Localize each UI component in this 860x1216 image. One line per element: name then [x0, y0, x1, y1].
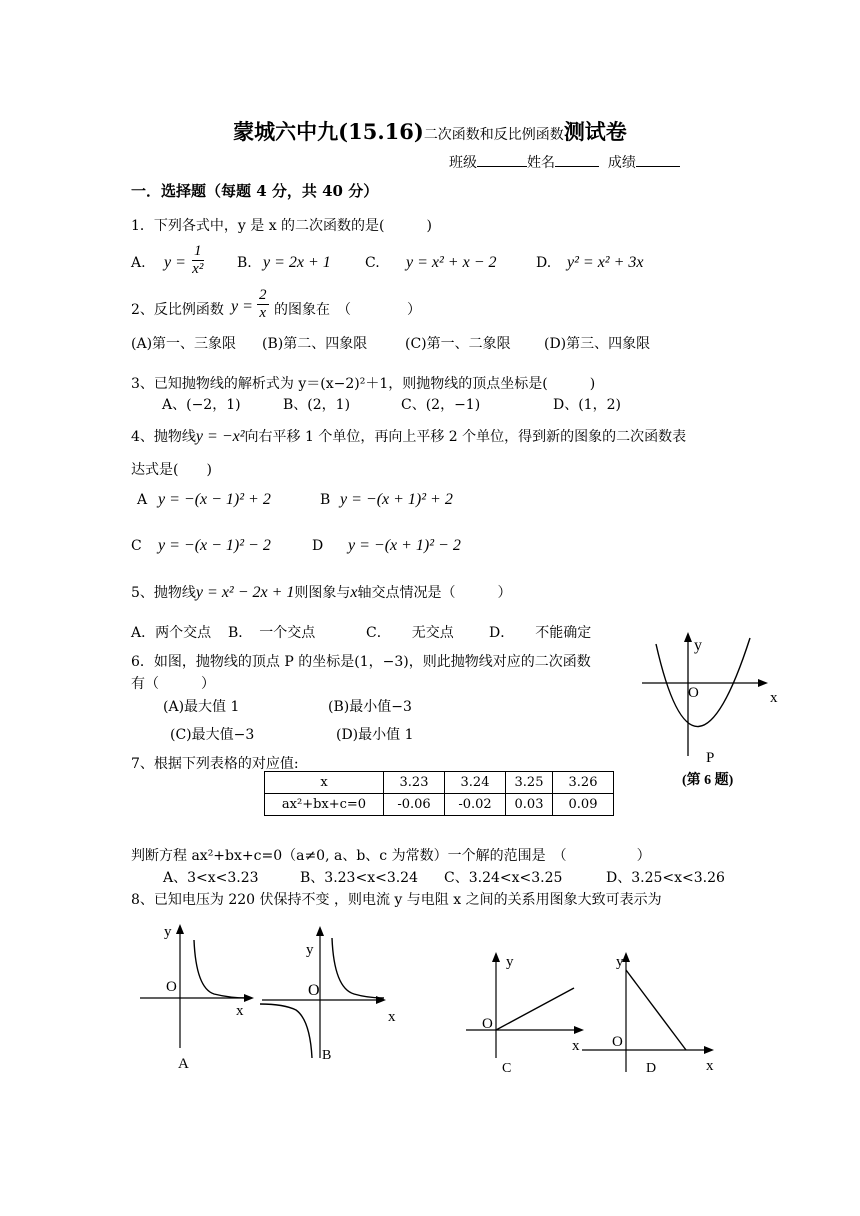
- q5-option-c: C． 无交点: [366, 625, 454, 641]
- q6-y-label: y: [694, 637, 702, 654]
- q2-fraction: $\frac{2}{x}$: [259, 287, 267, 321]
- q8-graph-d-label: D: [646, 1061, 657, 1076]
- q6-vertex-label: P: [706, 750, 715, 766]
- q8-graph-c-x-label: x: [572, 1038, 580, 1054]
- q8-graph-d-x-label: x: [706, 1058, 714, 1074]
- q7-option-a: A、3<x<3.23: [163, 870, 259, 886]
- q1-stem: 1．下列各式中，y 是 x 的二次函数的是( ): [131, 218, 432, 234]
- q1-option-a-fraction: $\frac{1}{\text{x²}}$: [192, 243, 204, 277]
- q8-graph-c: [462, 946, 592, 1076]
- q8-graph-a-x-label: x: [236, 1003, 244, 1019]
- q8-graph-b-curve-1: [332, 938, 384, 998]
- table-cell: 3.26: [553, 772, 614, 794]
- q3-option-d: D、(1，2): [553, 397, 621, 413]
- q8-graph-b-y-label: y: [306, 942, 314, 958]
- q4-option-c-formula: y = −(x − 1)² − 2: [158, 537, 271, 554]
- q7-stem: 7、根据下列表格的对应值:: [131, 756, 299, 772]
- q8-graph-b-origin: O: [308, 982, 320, 999]
- name-blank[interactable]: [555, 152, 599, 167]
- q3-option-a: A、(−2，1): [162, 397, 241, 413]
- q6-x-label: x: [770, 690, 778, 706]
- q2-option-d: (D)第三、四象限: [544, 336, 651, 352]
- q1-option-a-label: A.: [131, 255, 146, 271]
- q1-option-c-formula: y = x² + x − 2: [406, 254, 497, 271]
- q6-option-a: (A)最大值 1: [163, 699, 240, 715]
- name-label: 姓名: [527, 155, 555, 171]
- q8-graph-b-x-label: x: [388, 1009, 396, 1025]
- q8-graph-c-line: [496, 988, 574, 1030]
- table-cell: -0.02: [445, 794, 506, 816]
- q4-formula: y = −x²: [195, 428, 245, 445]
- q8-graph-a-origin: O: [166, 979, 177, 995]
- table-row: [265, 794, 614, 816]
- q3-option-c: C、(2，−1): [401, 397, 481, 413]
- table-cell: 0.09: [553, 794, 614, 816]
- score-label: 成绩: [607, 155, 636, 171]
- q6-origin-label: O: [688, 685, 699, 701]
- q4-option-c-label: C: [131, 538, 142, 554]
- header-fields: [449, 152, 680, 172]
- table-cell: 3.25: [506, 772, 553, 794]
- q6-option-c: (C)最大值−3: [170, 727, 255, 743]
- q3-option-b: B、(2，1): [283, 397, 351, 413]
- q7-table: [264, 771, 614, 816]
- q7-stem2: 判断方程 ax²+bx+c=0（a≠0, a、b、c 为常数）一个解的范围是 （ ）: [131, 848, 651, 864]
- q5-option-a: A．两个交点: [131, 625, 212, 641]
- q8-graph-c-label: C: [502, 1061, 512, 1076]
- table-cell: 3.23: [384, 772, 445, 794]
- q2-option-a: (A)第一、三象限: [131, 336, 237, 352]
- q1-option-d-formula: y² = x² + 3x: [567, 254, 644, 271]
- q8-graph-c-y-label: y: [506, 954, 514, 970]
- q1-option-b-label: B.: [237, 255, 252, 271]
- q7-option-b: B、3.23<x<3.24: [300, 870, 418, 886]
- class-label: 班级: [449, 155, 477, 171]
- q8-graph-d-y-label: y: [616, 954, 624, 970]
- q6-parabola-figure: [636, 630, 786, 792]
- q3-stem: 3、已知抛物线的解析式为 y＝(x−2)²＋1，则抛物线的顶点坐标是( ): [131, 376, 596, 392]
- q5-stem: 5、抛物线y = x² − 2x + 1则图象与x轴交点情况是（ ）: [131, 584, 512, 601]
- score-blank[interactable]: [636, 152, 680, 167]
- q7-option-c: C、3.24<x<3.25: [444, 870, 563, 886]
- q8-graph-c-origin: O: [482, 1016, 493, 1032]
- q6-caption: (第 6 题): [682, 773, 734, 788]
- q4-option-d-formula: y = −(x + 1)² − 2: [348, 537, 461, 554]
- q2-option-c: (C)第一、二象限: [405, 336, 511, 352]
- q1-option-b-formula: y = 2x + 1: [263, 254, 331, 271]
- q6-stem: 6．如图，抛物线的顶点 P 的坐标是(1，−3)，则此抛物线对应的二次函数: [131, 654, 591, 670]
- q4-option-a-label: A: [137, 492, 148, 508]
- q1-option-d-label: D.: [536, 255, 552, 271]
- q5-option-d: D． 不能确定: [489, 625, 592, 641]
- q4-option-b-label: B: [320, 492, 331, 508]
- q2-option-b: (B)第二、四象限: [262, 336, 368, 352]
- q8-graph-a-curve: [194, 940, 248, 998]
- q6-parabola: [656, 638, 750, 727]
- q6-stem-line2: 有（ ）: [131, 676, 215, 692]
- q4-stem-line2: 达式是( ): [131, 462, 212, 478]
- q4-option-b-formula: y = −(x + 1)² + 2: [340, 491, 453, 508]
- q8-graph-d-origin: O: [612, 1034, 623, 1050]
- table-cell: x: [265, 772, 384, 794]
- q8-graph-d-line: [626, 970, 686, 1050]
- q4-stem: 4、抛物线y = −x²向右平移 1 个单位，再向上平移 2 个单位，得到新的图象的二次函数表: [131, 428, 687, 445]
- class-blank[interactable]: [477, 152, 527, 167]
- table-cell: ax²+bx+c=0: [265, 794, 384, 816]
- q8-graph-d: [578, 946, 722, 1076]
- q8-graph-b-curve-2: [260, 1004, 312, 1058]
- q8-graph-b-label: B: [322, 1048, 332, 1063]
- page-title: 蒙城六中九(15.16)二次函数和反比例函数测试卷: [233, 119, 627, 144]
- table-cell: 3.24: [445, 772, 506, 794]
- q5-option-b: B． 一个交点: [228, 625, 316, 641]
- section-heading: 一．选择题（每题 4 分，共 40 分）: [131, 182, 379, 200]
- q4-option-a-formula: y = −(x − 1)² + 2: [158, 491, 271, 508]
- q7-option-d: D、3.25<x<3.26: [606, 870, 725, 886]
- table-cell: -0.06: [384, 794, 445, 816]
- q8-graph-b: [256, 920, 416, 1070]
- q5-formula: y = x² − 2x + 1: [195, 584, 295, 601]
- q6-y-arrow: [684, 632, 692, 642]
- q8-graph-a: [134, 918, 264, 1076]
- q4-option-d-label: D: [312, 538, 324, 554]
- q6-x-arrow: [758, 679, 768, 687]
- table-cell: 0.03: [506, 794, 553, 816]
- q6-option-b: (B)最小值−3: [328, 699, 412, 715]
- q8-graph-a-y-label: y: [164, 924, 172, 940]
- q6-option-d: (D)最小值 1: [336, 727, 414, 743]
- q1-option-c-label: C.: [365, 255, 380, 271]
- q8-stem: 8、已知电压为 220 伏保持不变 ，则电流 y 与电阻 x 之间的关系用图象大致可表示为: [131, 892, 662, 908]
- table-row: [265, 772, 614, 794]
- q8-graph-a-label: A: [178, 1056, 189, 1072]
